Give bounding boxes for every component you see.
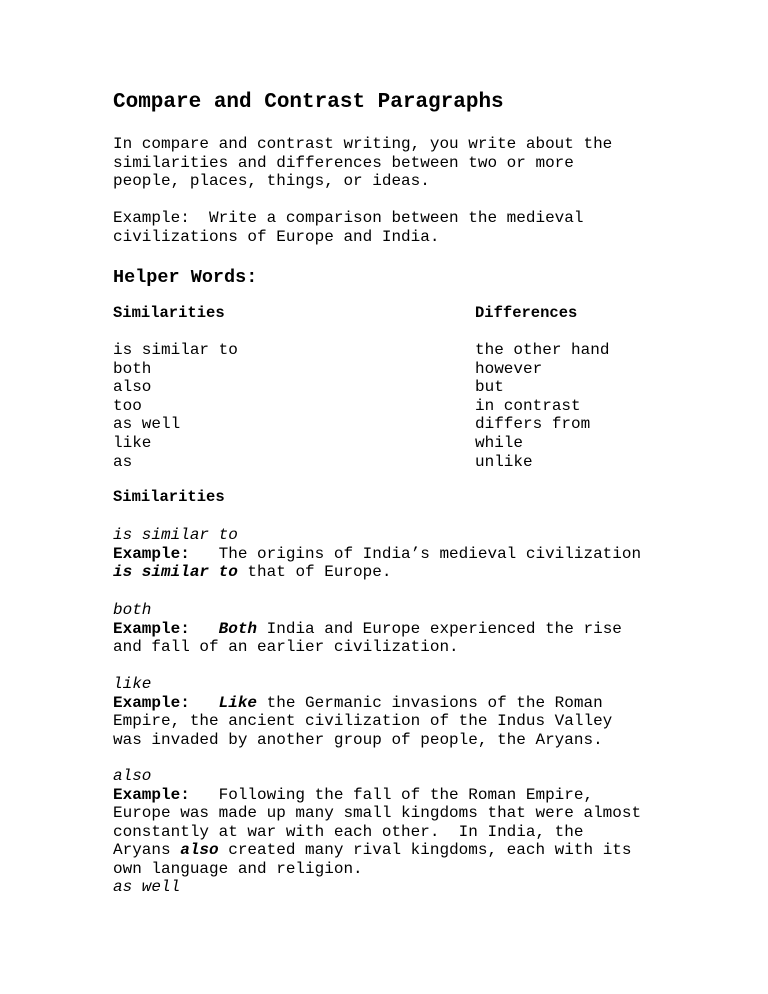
example-block-both [113, 601, 673, 657]
difference-word: the other hand [475, 341, 610, 359]
difference-word: unlike [475, 452, 533, 471]
example-term: also [113, 767, 152, 785]
example-label: Example: [113, 544, 190, 563]
differences-column-heading: Differences [475, 304, 578, 322]
example-line [113, 786, 673, 805]
example-line: was invaded by another group of people, the Aryans. [113, 730, 603, 749]
example-text: Aryans [113, 841, 181, 860]
similarity-word: too [113, 396, 142, 415]
intro-line: people, places, things, or ideas. [113, 172, 430, 191]
example-label: Example: [113, 619, 190, 638]
trailing-term: as well [113, 878, 181, 896]
difference-word: in contrast [475, 396, 581, 415]
example-prompt-line: Example: Write a comparison between the medieval [113, 209, 584, 227]
example-label: Example: [113, 693, 190, 712]
example-text [190, 620, 219, 638]
example-line: own language and religion. [113, 859, 363, 878]
example-block-like [113, 675, 673, 749]
example-text: that of Europe. [237, 563, 392, 582]
difference-word: however [475, 359, 543, 378]
intro-line: In compare and contrast writing, you write about the [113, 135, 613, 153]
example-keyword: also [180, 841, 219, 860]
example-keyword: is similar to [113, 563, 238, 582]
example-text [190, 694, 219, 712]
similarity-word: both [113, 359, 152, 378]
difference-word: differs from [475, 415, 591, 434]
example-keyword: Like [218, 693, 258, 712]
example-text: Following the fall of the Roman Empire, [189, 785, 594, 804]
example-block-is-similar-to [113, 526, 673, 582]
example-text: The origins of India’s medieval civilization [189, 544, 642, 563]
example-term: is similar to [113, 526, 238, 544]
example-label: Example: [113, 785, 190, 804]
example-line [113, 563, 673, 582]
example-term: like [113, 675, 152, 693]
example-line: constantly at war with each other. In India, the [113, 822, 584, 841]
similarity-word: as well [113, 415, 181, 434]
intro-paragraph [113, 135, 612, 191]
differences-word-list [475, 341, 609, 471]
example-prompt-line: civilizations of Europe and India. [113, 227, 440, 246]
example-line [113, 545, 673, 564]
similarities-word-list [113, 341, 238, 471]
difference-word: but [475, 378, 504, 397]
similarity-word: is similar to [113, 341, 238, 359]
helper-words-heading: Helper Words: [113, 267, 258, 288]
similarities-section-heading: Similarities [113, 488, 225, 506]
example-line: Europe was made up many small kingdoms that were almost [113, 804, 642, 823]
example-text: the Germanic invasions of the Roman [257, 693, 603, 712]
example-line: Empire, the ancient civilization of the Indus Valley [113, 712, 613, 731]
similarities-column-heading: Similarities [113, 304, 225, 322]
similarity-word: like [113, 433, 152, 452]
example-line [113, 841, 673, 860]
example-term: both [113, 601, 152, 619]
example-line [113, 620, 673, 639]
similarity-word: also [113, 378, 152, 397]
example-line: and fall of an earlier civilization. [113, 638, 459, 657]
example-text: created many rival kingdoms, each with its [218, 841, 632, 860]
example-keyword: Both [218, 619, 258, 638]
example-text: India and Europe experienced the rise [257, 619, 622, 638]
intro-line: similarities and differences between two or more [113, 153, 574, 172]
page-title: Compare and Contrast Paragraphs [113, 91, 504, 114]
example-prompt-paragraph [113, 209, 583, 246]
example-line [113, 694, 673, 713]
difference-word: while [475, 433, 524, 452]
example-block-also [113, 767, 673, 879]
similarity-word: as [113, 452, 133, 471]
